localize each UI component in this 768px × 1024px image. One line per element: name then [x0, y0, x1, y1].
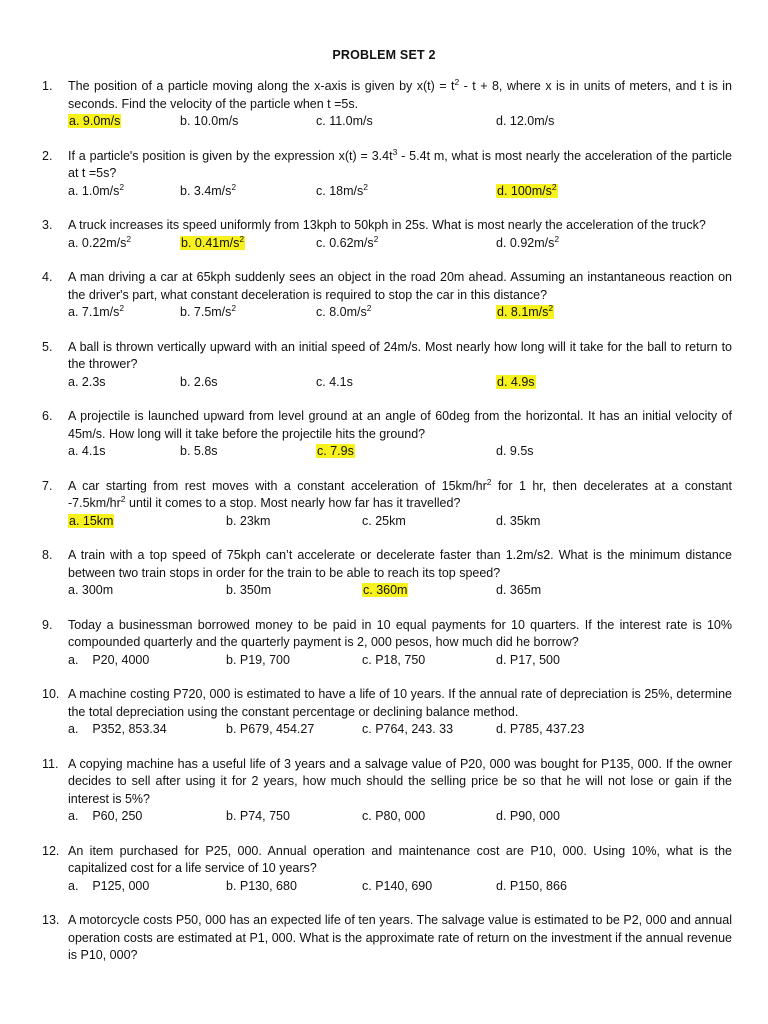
problem-item — [42, 408, 732, 461]
answer-choice: b. 23km — [226, 513, 271, 528]
answer-choice: d. 365m — [496, 583, 542, 597]
answer-choice: b. P130, 680 — [226, 878, 297, 893]
answer-choice: c. P18, 750 — [362, 652, 426, 667]
answer-choice-highlighted: d. $100m/s^2$ — [497, 181, 557, 198]
answer-choices — [68, 443, 732, 461]
problem-number: 2. — [42, 148, 53, 163]
answer-choice: c. $0.62m/s^2$ — [316, 233, 379, 250]
problem-number: 5. — [42, 339, 53, 354]
answer-choice: b. 350m — [226, 583, 272, 597]
answer-choice: c. P80, 000 — [362, 809, 426, 823]
answer-choices — [68, 113, 732, 131]
answer-choices — [68, 582, 732, 600]
problem-question: A truck increases its speed uniformly from 13kph to 50kph in 25s. What is most nearly the acceleration of the truck? — [68, 218, 706, 232]
problem-question: A motorcycle costs P50, 000 has an expected life of ten years. The salvage value is estimated to be P2, 000 and annual operation costs are estimated at P1, 000. What is the approximate rate of return on the investment if the annual revenue is P10, 000? — [68, 913, 732, 962]
answer-choice: d. 9.5s — [496, 444, 534, 458]
answer-choice: b. P19, 700 — [226, 652, 290, 667]
problem-question: A man driving a car at 65kph suddenly sees an object in the road 20m ahead. Assuming an instantaneous reaction on the driver's part, what constant deceleration is required to stop the car in this distance? — [68, 270, 732, 302]
answer-choice: d. P785, 437.23 — [496, 722, 585, 736]
problem-question: A machine costing P720, 000 is estimated to have a life of 10 years. If the annual rate of depreciation is 25%, determine the total depreciation using the constant percentage or declining balance method. — [68, 687, 732, 719]
answer-choice: d. P90, 000 — [496, 809, 560, 823]
answer-choice: a. P60, 250 — [68, 809, 143, 823]
answer-choices — [68, 878, 732, 896]
answer-choice-highlighted: a. 9.0m/s — [69, 114, 121, 128]
answer-choice-highlighted: b. $0.41m/s^2$ — [181, 233, 245, 250]
answer-choices — [68, 374, 732, 392]
answer-choice: b. $7.5m/s^2$ — [180, 303, 237, 319]
problem-item — [42, 217, 732, 252]
answer-choices — [68, 652, 732, 670]
answer-choice-highlighted: c. 360m — [363, 583, 408, 597]
problem-item — [42, 756, 732, 826]
answer-choice: c. $18m/s^2$ — [316, 181, 368, 198]
answer-choice: a. P125, 000 — [68, 878, 150, 893]
page-title: PROBLEM SET 2 — [332, 48, 436, 62]
problem-number: 9. — [42, 617, 53, 632]
problem-number: 8. — [42, 548, 53, 562]
answer-choice: b. 2.6s — [180, 374, 218, 389]
answer-choice: c. 11.0m/s — [316, 114, 373, 128]
problem-question: A copying machine has a useful life of 3 years and a salvage value of P20, 000 was bought for P135, 000. If the owner decides to sell after using it for 2 years, how much should the selling price be so that he will not lose or gain if the interest is 5%? — [68, 756, 732, 806]
problem-item — [42, 686, 732, 739]
answer-choices — [68, 808, 732, 826]
problem-number: 1. — [42, 79, 53, 93]
problem-question: A projectile is launched upward from level ground at an angle of 60deg from the horizontal. It has an initial velocity of 45m/s. How long will it take before the projectile hits the ground? — [68, 409, 732, 441]
answer-choice: a. $1.0m/s^2$ — [68, 181, 125, 198]
answer-choice: d. P150, 866 — [496, 878, 567, 893]
answer-choices — [68, 183, 732, 201]
problem-item — [42, 547, 732, 600]
problem-item — [42, 617, 732, 670]
answer-choice: a. 2.3s — [68, 374, 106, 389]
answer-choice: d. P17, 500 — [496, 652, 560, 667]
problem-number: 3. — [42, 218, 53, 232]
answer-choice: b. P74, 750 — [226, 809, 290, 823]
problem-question: Today a businessman borrowed money to be paid in 10 equal payments for 10 quarters. If the interest rate is 10% compounded quarterly and the quarterly payment is 2, 000 pesos, how much did he borrow? — [68, 617, 732, 649]
problem-item — [42, 148, 732, 201]
answer-choice: c. P140, 690 — [362, 878, 433, 893]
answer-choice: d. 12.0m/s — [496, 114, 555, 128]
answer-choice: d. 35km — [496, 513, 541, 528]
answer-choice-highlighted: c. 7.9s — [317, 444, 354, 458]
problem-list — [42, 78, 732, 982]
answer-choice: a. $7.1m/s^2$ — [68, 303, 125, 319]
answer-choices — [68, 513, 732, 531]
answer-choice: c. 4.1s — [316, 374, 353, 389]
problem-number: 10. — [42, 687, 60, 701]
problem-question: A ball is thrown vertically upward with an initial speed of 24m/s. Most nearly how long will it take for the ball to return to the thrower? — [68, 339, 732, 371]
problem-number: 12. — [42, 843, 60, 858]
answer-choice: a. $0.22m/s^2$ — [68, 233, 132, 250]
answer-choice: a. 300m — [68, 583, 114, 597]
problem-question: If a particle's position is given by the expression $x(t) = 3.4t^3 - 5.4t$ m, what is most nearly the acceleration of the particle at t =5s? — [68, 146, 732, 180]
answer-choice: b. 5.8s — [180, 444, 218, 458]
answer-choice: a. 4.1s — [68, 444, 106, 458]
problem-number: 13. — [42, 913, 60, 927]
problem-item — [42, 843, 732, 896]
problem-item — [42, 78, 732, 131]
answer-choices — [68, 235, 732, 253]
problem-number: 7. — [42, 478, 53, 493]
problem-item — [42, 339, 732, 392]
problem-number: 4. — [42, 270, 53, 284]
answer-choice: b. 10.0m/s — [180, 114, 239, 128]
problem-item — [42, 912, 732, 965]
problem-question: A train with a top speed of 75kph can’t accelerate or decelerate faster than 1.2m/s2. What is the minimum distance between two train stops in order for the train to be able to reach its top speed? — [68, 548, 732, 580]
answer-choice: b. P679, 454.27 — [226, 722, 315, 736]
answer-choice-highlighted: d. 4.9s — [497, 374, 535, 389]
answer-choices — [68, 304, 732, 322]
answer-choice: b. $3.4m/s^2$ — [180, 181, 237, 198]
problem-number: 11. — [42, 756, 59, 771]
problem-number: 6. — [42, 409, 53, 423]
answer-choice: c. 25km — [362, 513, 406, 528]
answer-choice: c. $8.0m/s^2$ — [316, 303, 372, 319]
answer-choice: a. P352, 853.34 — [68, 722, 167, 736]
answer-choice: a. P20, 4000 — [68, 652, 150, 667]
answer-choice-highlighted: a. 15km — [69, 513, 114, 528]
problem-item — [42, 478, 732, 531]
answer-choice-highlighted: d. $8.1m/s^2$ — [497, 303, 554, 319]
answer-choice: c. P764, 243. 33 — [362, 722, 454, 736]
answer-choice: d. $0.92m/s^2$ — [496, 233, 560, 250]
answer-choices — [68, 721, 732, 739]
problem-question: An item purchased for P25, 000. Annual operation and maintenance cost are P10, 000. Using 10%, what is the capitalized cost for a life service of 10 years? — [68, 843, 732, 875]
problem-question: The position of a particle moving along the x-axis is given by $x(t) = t^2 - t + 8$, where x is in units of meters, and t is in seconds. Find the velocity of the particle when t =5s. — [68, 77, 732, 111]
problem-item — [42, 269, 732, 322]
problem-question: A car starting from rest moves with a constant acceleration of $15km/hr^2$ for 1 hr, then decelerates at a constant $-7.5km/hr^2$ until it comes to a stop. Most nearly how far has it travelled? — [68, 476, 732, 510]
